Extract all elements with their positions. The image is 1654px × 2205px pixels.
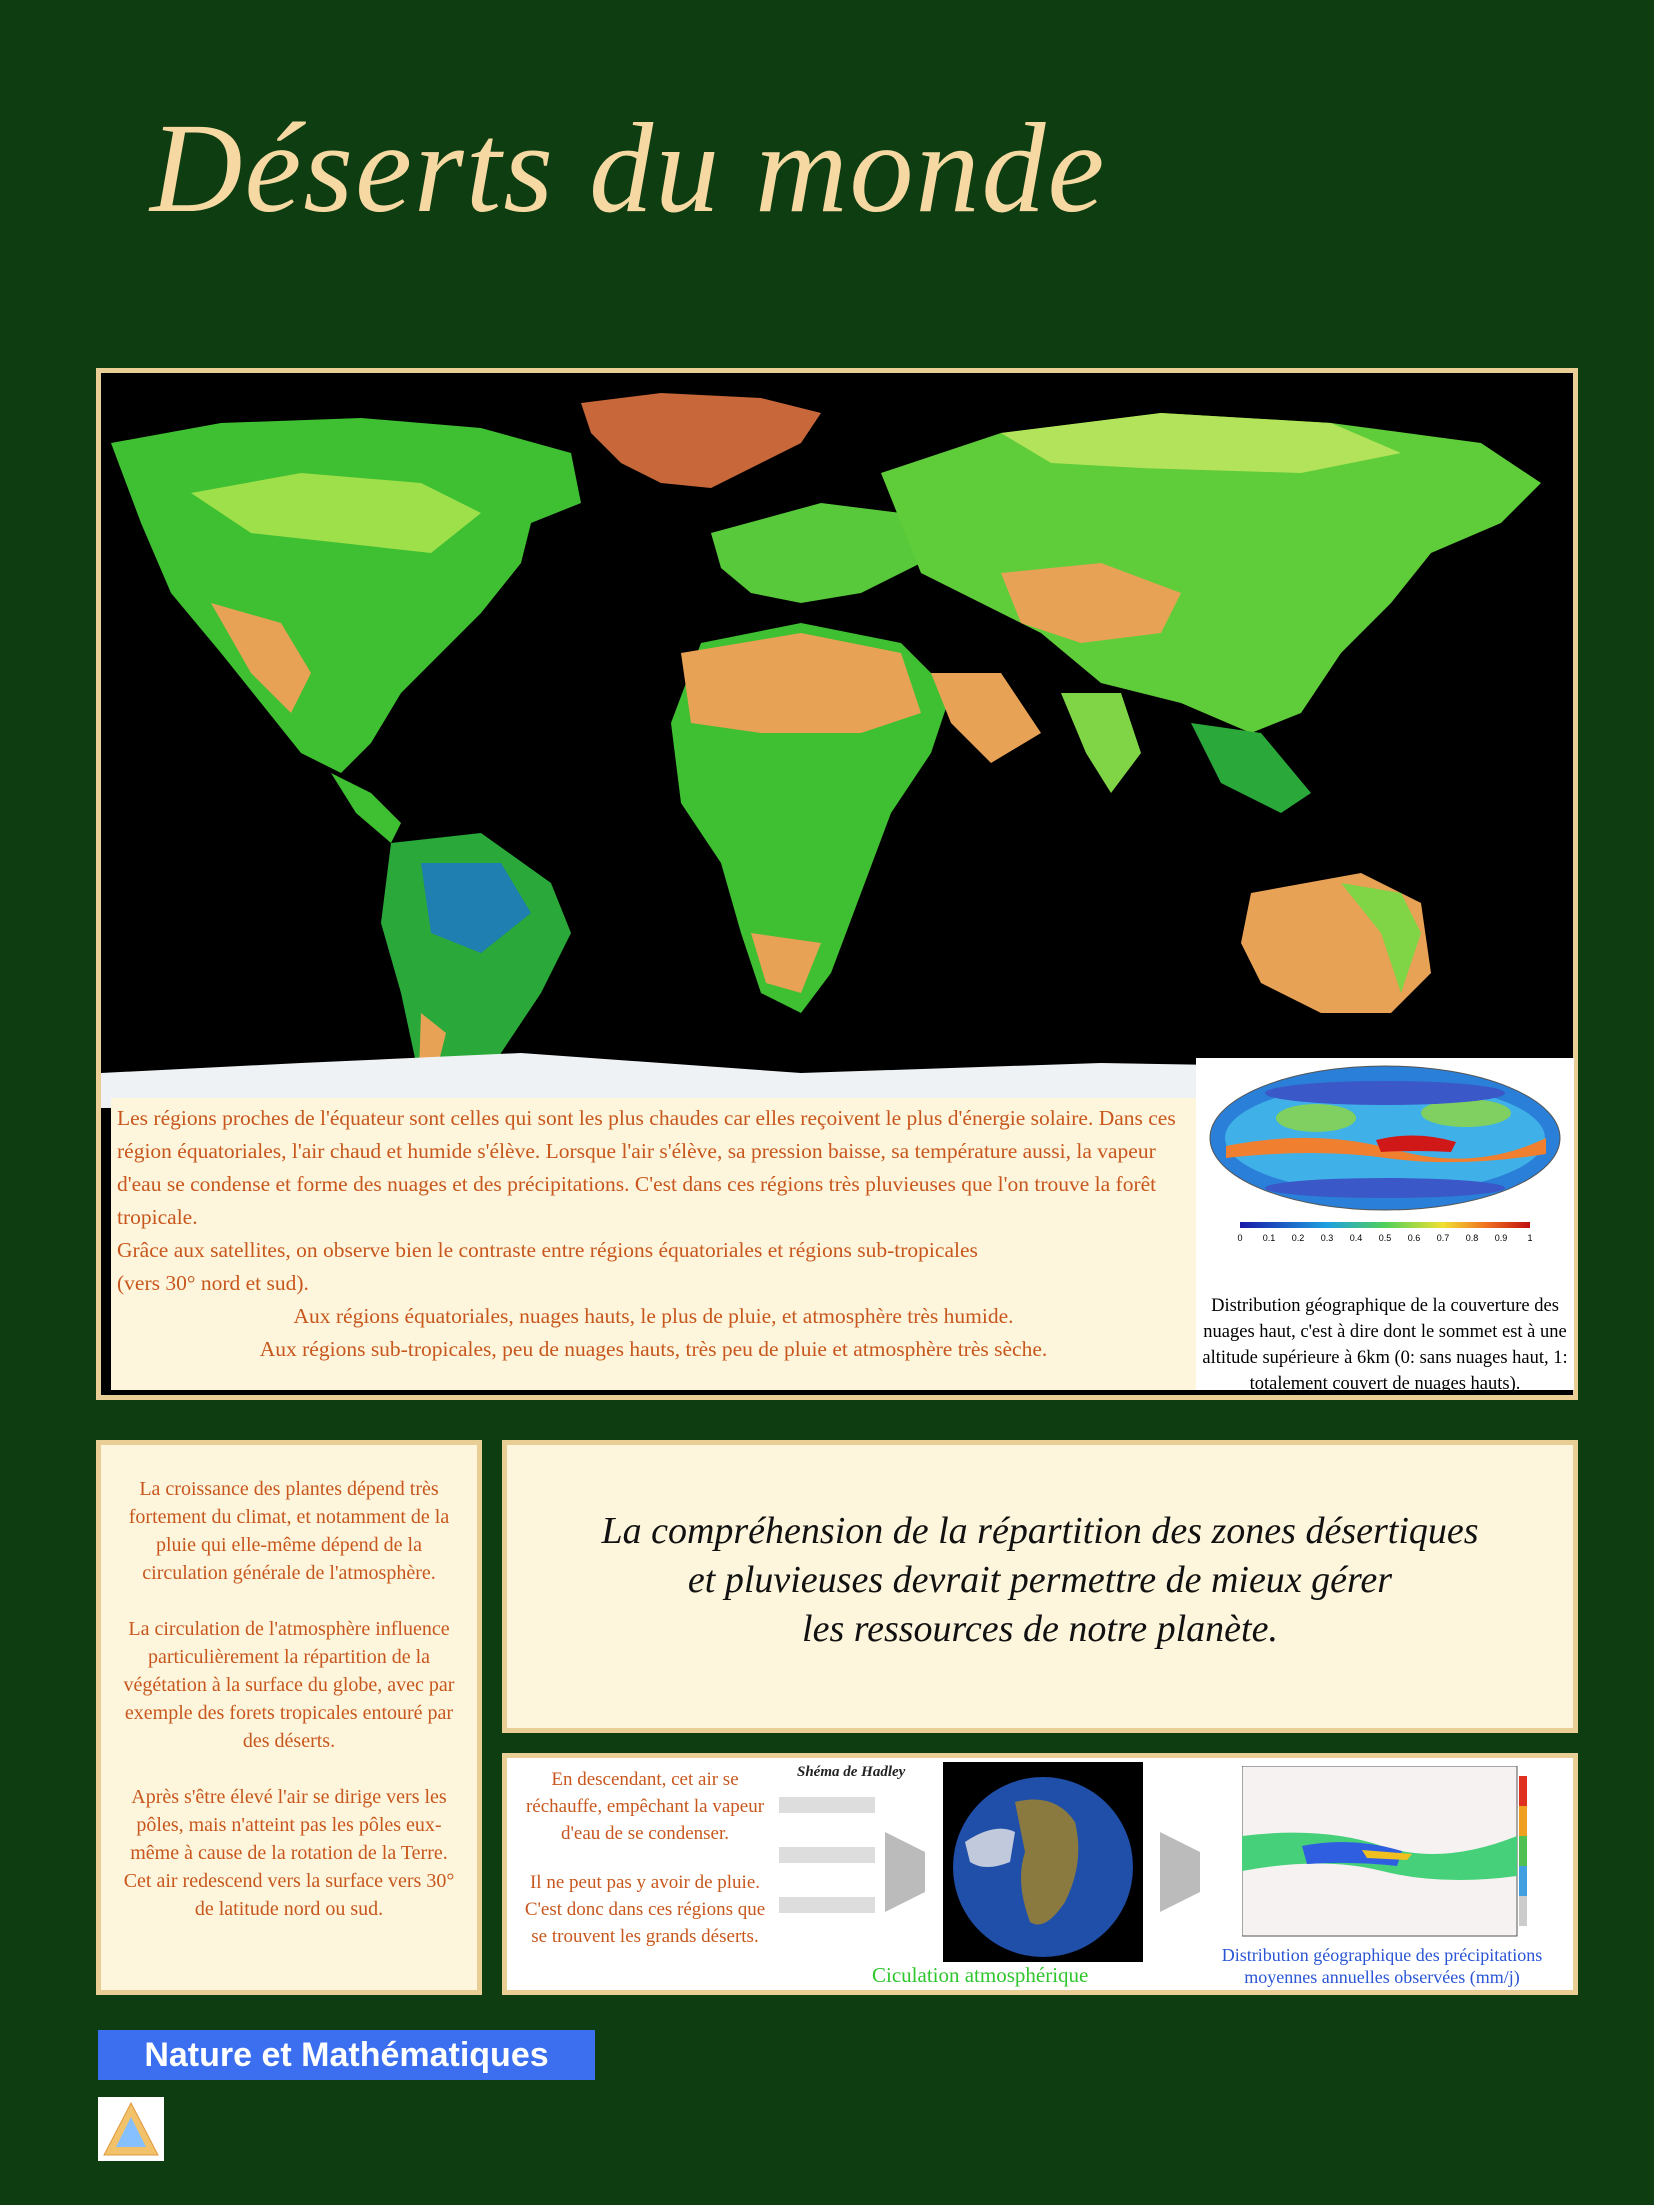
colorbar-tick-label: 0.7 bbox=[1436, 1233, 1450, 1243]
deserts-paragraph: Il ne peut pas y avoir de pluie. C'est donc dans ces régions que se trouvent les grands déserts. bbox=[524, 1872, 766, 1947]
precip-caption: Distribution géographique des précipitations moyennes annuelles observées (mm/j) bbox=[1221, 1945, 1543, 1987]
colorbar-tick-label: 0.9 bbox=[1494, 1233, 1508, 1243]
conclusion-quote bbox=[507, 1507, 1573, 1654]
cloud-cover-map bbox=[1196, 1058, 1574, 1218]
hadley-cell-bottom bbox=[779, 1897, 875, 1913]
colorbar-tick-label: 0 bbox=[1237, 1233, 1243, 1243]
colorbar-tick-label: 0.6 bbox=[1407, 1233, 1421, 1243]
precipitation-map bbox=[1242, 1766, 1532, 1944]
quote-line-2: et pluvieuses devrait permettre de mieux gérer bbox=[687, 1559, 1393, 1601]
hadley-panel bbox=[502, 1753, 1578, 1995]
hadley-cell-top bbox=[779, 1797, 875, 1813]
nature-maths-badge: Nature et Mathématiques bbox=[98, 2030, 595, 2080]
colorbar-tick-label: 0.5 bbox=[1378, 1233, 1392, 1243]
plants-paragraph: La croissance des plantes dépend très fortement du climat, et notamment de la pluie qui elle-même dépend de la circulation générale de l'atmosphère. bbox=[128, 1478, 450, 1584]
colorbar-tick-label: 0.2 bbox=[1291, 1233, 1305, 1243]
cloud-cover-figure bbox=[1196, 1058, 1574, 1394]
arabia-desert bbox=[931, 673, 1041, 763]
hadley-loop-right bbox=[1160, 1832, 1200, 1912]
quote-line-3: les ressources de notre planète. bbox=[802, 1608, 1278, 1650]
latitude-paragraph: (vers 30° nord et sud). bbox=[117, 1271, 309, 1295]
rotation-paragraph: Après s'être élevé l'air se dirige vers les pôles, mais n'atteint pas les pôles eux-même à cause de la rotation de la Terre. Cet air redescend vers la surface vers 30° de latitude nord ou sud. bbox=[123, 1786, 455, 1920]
north-america-shape bbox=[111, 418, 581, 773]
cijm-logo bbox=[98, 2097, 164, 2161]
descending-air-text bbox=[515, 1766, 775, 1972]
india-shape bbox=[1061, 693, 1141, 793]
colorbar-tick-label: 0.4 bbox=[1349, 1233, 1363, 1243]
descending-paragraph: En descendant, cet air se réchauffe, empêchant la vapeur d'eau de se condenser. bbox=[525, 1769, 765, 1844]
colorbar-ticks bbox=[1237, 1233, 1533, 1247]
colorbar-tick-label: 1 bbox=[1527, 1233, 1533, 1243]
colorbar-tick-label: 0.1 bbox=[1262, 1233, 1276, 1243]
quote-line-1: La compréhension de la répartition des zones désertiques bbox=[601, 1510, 1479, 1552]
hadley-label: Shéma de Hadley bbox=[797, 1764, 906, 1780]
subtropical-summary: Aux régions sub-tropicales, peu de nuages hauts, très peu de pluie et atmosphère très sèche. bbox=[259, 1337, 1048, 1361]
plants-climate-panel bbox=[96, 1440, 482, 1995]
equator-paragraph: Les régions proches de l'équateur sont celles qui sont les plus chaudes car elles reçoivent le plus d'énergie solaire. Dans ces région équatoriales, l'air chaud et humide s'élève. Lorsque l'air s'élève, sa pression baisse, sa température aussi, la vapeur d'eau se condense et forme des nuages et des précipitations. C'est dans ces régions très pluvieuses que l'on trouve la forêt tropicale. bbox=[117, 1106, 1176, 1229]
equator-explanation bbox=[111, 1098, 1196, 1390]
greenland-shape bbox=[581, 393, 821, 488]
equatorial-summary: Aux régions équatoriales, nuages hauts, le plus de pluie, et atmosphère très humide. bbox=[293, 1304, 1014, 1328]
hadley-loop-left bbox=[885, 1832, 925, 1912]
world-map-panel bbox=[96, 368, 1578, 1400]
globe-caption: Ciculation atmosphérique bbox=[872, 1963, 1089, 1987]
colorbar-tick-label: 0.3 bbox=[1320, 1233, 1334, 1243]
poster-title: Déserts du monde bbox=[150, 97, 1107, 239]
conclusion-panel bbox=[502, 1440, 1578, 1733]
hadley-diagram bbox=[775, 1762, 1235, 1972]
hadley-cell-middle bbox=[779, 1847, 875, 1863]
circulation-paragraph: La circulation de l'atmosphère influence particulièrement la répartition de la végétation à la surface du globe, avec par exemple des forets tropicales entouré par des déserts. bbox=[123, 1618, 455, 1752]
satellite-paragraph: Grâce aux satellites, on observe bien le contraste entre régions équatoriales et régions sub-tropicales bbox=[117, 1238, 978, 1262]
cloud-figure-caption: Distribution géographique de la couverture des nuages haut, c'est à dire dont le sommet est à une altitude supérieure à 6km (0: sans nuages haut, 1: totalement couvert de nuages hauts). bbox=[1202, 1296, 1568, 1394]
central-america-shape bbox=[331, 773, 401, 843]
colorbar-tick-label: 0.8 bbox=[1465, 1233, 1479, 1243]
europe-shape bbox=[711, 503, 921, 603]
southeast-asia-shape bbox=[1191, 723, 1311, 813]
